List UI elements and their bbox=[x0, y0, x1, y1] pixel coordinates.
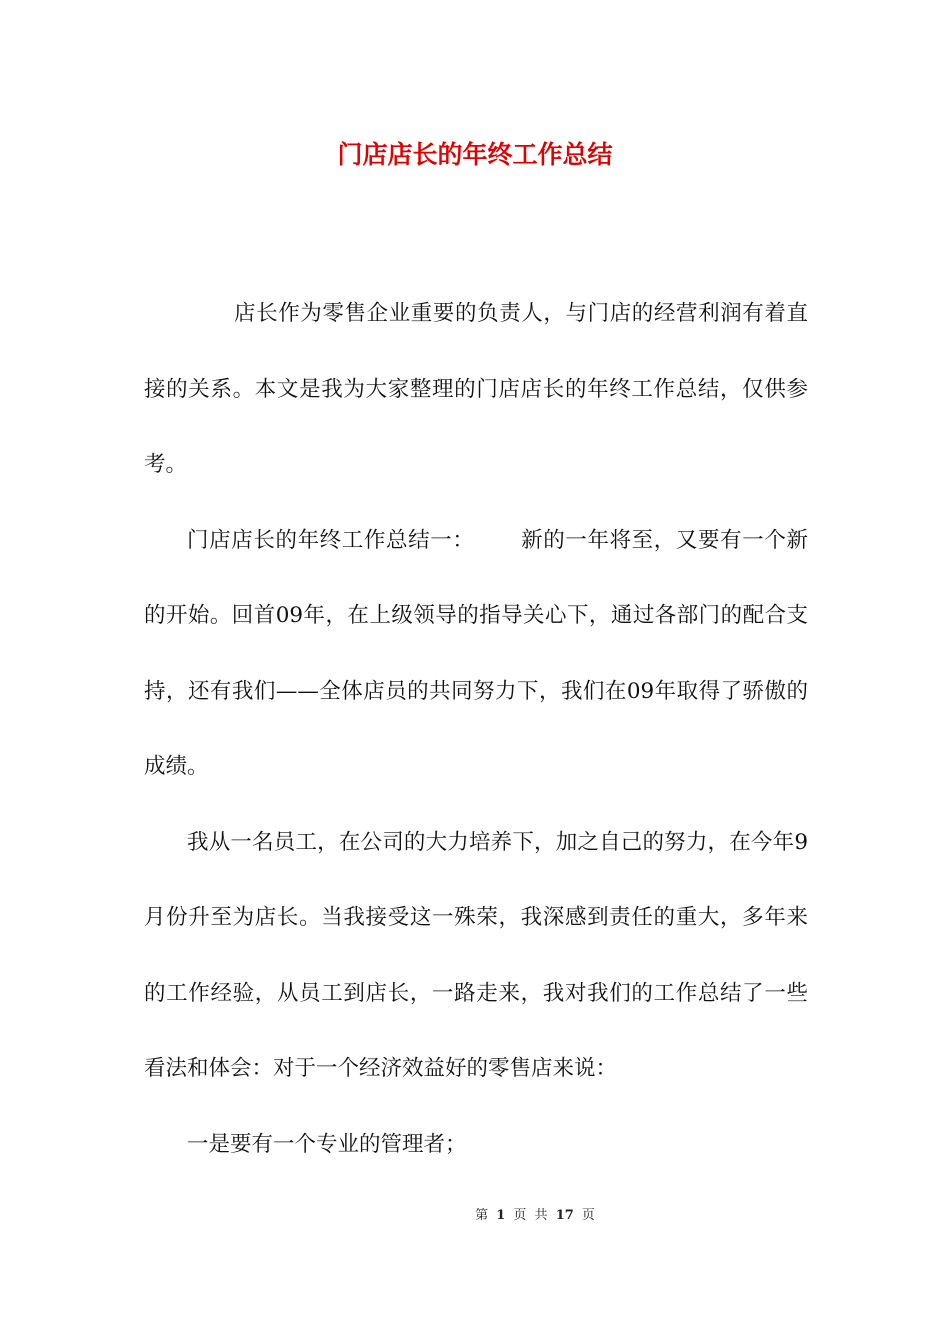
section-paragraph bbox=[144, 503, 808, 805]
footer-suffix: 页 bbox=[581, 1208, 595, 1223]
section-text: 新的一年将至，又要有一个新的开始。回首09年，在上级领导的指导关心下，通过各部门的配合支持，还有我们——全体店员的共同努力下，我们在09年取得了骄傲的成绩。 bbox=[144, 527, 808, 779]
footer-prefix: 第 bbox=[475, 1208, 489, 1223]
footer-total-pages: 17 bbox=[555, 1208, 574, 1223]
section-heading: 门店店长的年终工作总结一： bbox=[187, 527, 475, 553]
document-title: 门店店长的年终工作总结 bbox=[337, 140, 613, 169]
body-paragraph: 一是要有一个专业的管理者； bbox=[187, 1131, 467, 1157]
intro-paragraph: 店长作为零售企业重要的负责人，与门店的经营利润有着直接的关系。本文是我为大家整理的门店店长的年终工作总结，仅供参考。 bbox=[144, 301, 808, 477]
footer-page-number: 1 bbox=[496, 1208, 506, 1223]
footer-middle: 页 共 bbox=[513, 1208, 548, 1223]
body-paragraph: 我从一名员工，在公司的大力培养下，加之自己的努力，在今年9月份升至为店长。当我接受这一殊荣，我深感到责任的重大，多年来的工作经验，从员工到店长，一路走来，我对我们的工作总结了一些看法和体会：对于一个经济效益好的零售店来说： bbox=[144, 829, 808, 1081]
page-footer bbox=[0, 1206, 950, 1226]
document-body bbox=[144, 276, 808, 1182]
